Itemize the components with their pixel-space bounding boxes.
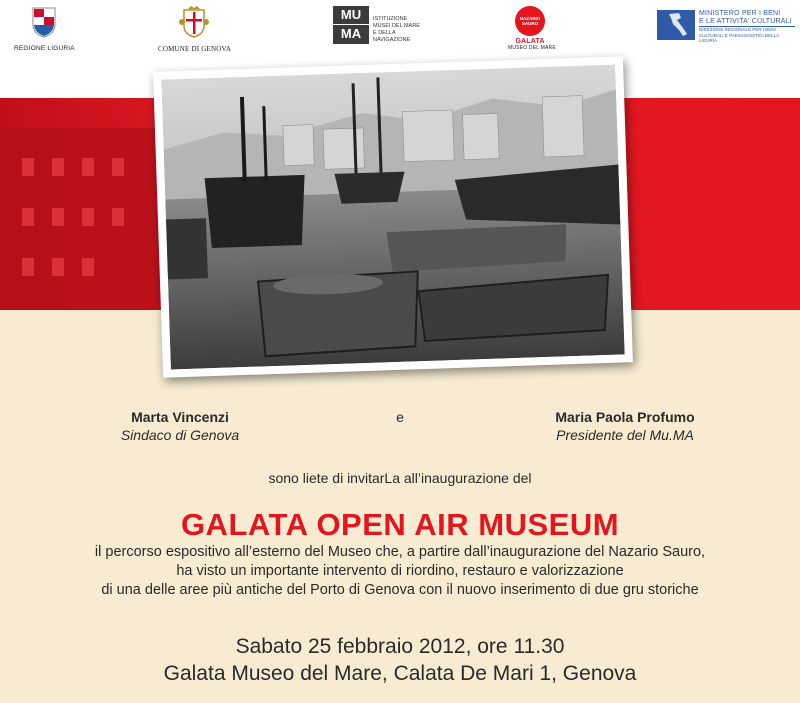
italy-silhouette-icon	[657, 10, 695, 40]
mibac-line-3: DIREZIONE REGIONALE PER I BENI CULTURALI E PAESAGGISTICI DELLA LIGURIA	[699, 27, 779, 43]
description-line: il percorso espositivo all’esterno del Museo che, a partire dall’inaugurazione del Nazario Sauro,	[94, 544, 706, 560]
building-window	[22, 208, 34, 226]
building-window	[82, 158, 94, 176]
regione-liguria-crest-icon	[31, 6, 57, 38]
galata-sublabel: MUSEO DEL MARE	[508, 45, 556, 51]
harbour-photo-image	[161, 65, 624, 370]
event-title: GALATA OPEN AIR MUSEUM	[180, 507, 620, 542]
building-window	[82, 208, 94, 226]
mibac-line-2: E LE ATTIVITA' CULTURALI	[699, 18, 795, 27]
mibac-mark-icon	[652, 10, 695, 40]
building-window	[22, 258, 34, 276]
building-window	[112, 158, 124, 176]
building-window	[52, 258, 64, 276]
muma-mark-bottom: MA	[340, 26, 362, 41]
building-window	[82, 258, 94, 276]
host-right-name: Maria Paola Profumo	[555, 409, 695, 425]
muma-description: ISTITUZIONE MUSEI DEL MARE E DELLA NAVIGAZIONE	[373, 16, 420, 43]
genova-coat-of-arms-icon	[178, 6, 210, 38]
description-line: ha visto un importante intervento di riordino, restauro e valorizzazione	[176, 563, 624, 579]
event-details	[0, 633, 800, 687]
host-left-role: Sindaco di Genova	[120, 427, 240, 443]
regione-liguria-label: REGIONE LIGURIA	[14, 45, 75, 52]
event-venue: Galata Museo del Mare, Calata De Mari 1, Genova	[163, 662, 637, 685]
muma-mark-icon	[333, 6, 369, 44]
building-window	[112, 208, 124, 226]
mibac-mark-label: MIBAC	[652, 22, 658, 39]
nazario-sauro-badge: NAZARIO SAURO	[515, 6, 545, 36]
host-left-name: Marta Vincenzi	[131, 409, 229, 425]
event-date: Sabato 25 febbraio 2012, ore 11.30	[235, 635, 565, 658]
event-description	[0, 543, 800, 600]
building-window	[52, 208, 64, 226]
invite-line: sono liete di invitarLa all’inaugurazione del	[268, 470, 532, 486]
muma-mark-top: MU	[333, 6, 369, 25]
regione-liguria-logo	[14, 6, 74, 52]
historic-harbour-photo	[153, 56, 633, 377]
building-window	[22, 158, 34, 176]
galata-label: GALATA	[515, 38, 545, 45]
mibac-line-1: MINISTERO PER I BENI	[699, 10, 781, 17]
building-window	[52, 158, 64, 176]
description-line: di una delle aree più antiche del Porto di Genova con il nuovo inserimento di due gru storiche	[101, 582, 699, 598]
host-right-role: Presidente del Mu.MA	[556, 427, 694, 443]
host-left	[90, 409, 270, 443]
mibac-logo	[652, 10, 797, 44]
comune-genova-logo	[158, 6, 230, 53]
host-right	[520, 409, 730, 443]
host-conjunction: e	[396, 409, 404, 425]
muma-logo	[333, 6, 443, 44]
comune-genova-label: COMUNE DI GENOVA	[158, 45, 232, 53]
galata-logo	[508, 6, 556, 51]
